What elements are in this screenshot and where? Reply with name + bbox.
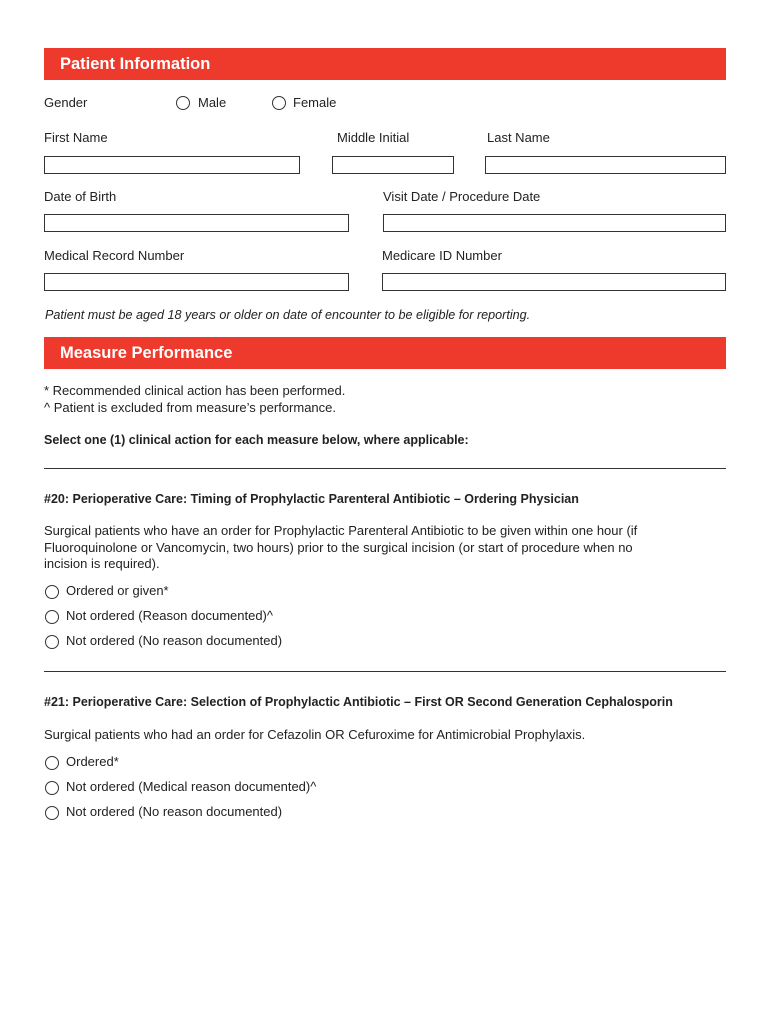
- measure-20-option-ordered-radio[interactable]: [45, 585, 59, 599]
- gender-male-radio[interactable]: [176, 96, 190, 110]
- medicare-id-label: Medicare ID Number: [382, 248, 502, 263]
- measure-21-option-label: Not ordered (Medical reason documented)^: [66, 779, 317, 794]
- measure-20-option-label: Ordered or given*: [66, 583, 169, 598]
- measure-21-option-not-ordered-medical-radio[interactable]: [45, 781, 59, 795]
- patient-information-header: Patient Information: [44, 48, 726, 80]
- medical-record-number-label: Medical Record Number: [44, 248, 185, 263]
- measure-20-description-line: Surgical patients who have an order for Prophylactic Parenteral Antibiotic to be given within one hour (if: [44, 523, 638, 538]
- instruction-text: Select one (1) clinical action for each measure below, where applicable:: [44, 433, 469, 447]
- visit-date-label: Visit Date / Procedure Date: [383, 189, 541, 204]
- gender-male-label: Male: [198, 95, 227, 110]
- date-of-birth-field[interactable]: [44, 214, 349, 232]
- date-of-birth-label: Date of Birth: [44, 189, 117, 204]
- measure-21-title: #21: Perioperative Care: Selection of Prophylactic Antibiotic – First OR Second Generation Cephalosporin: [44, 695, 673, 709]
- measure-20-option-not-ordered-reason-radio[interactable]: [45, 610, 59, 624]
- measure-20-option-label: Not ordered (No reason documented): [66, 633, 283, 648]
- gender-female-label: Female: [293, 95, 337, 110]
- visit-date-field[interactable]: [383, 214, 726, 232]
- measure-21-option-not-ordered-no-reason-radio[interactable]: [45, 806, 59, 820]
- measure-20-option-not-ordered-no-reason-radio[interactable]: [45, 635, 59, 649]
- medical-record-number-field[interactable]: [44, 273, 349, 291]
- measure-20-description-line: incision is required).: [44, 556, 160, 571]
- measure-divider: [44, 671, 726, 672]
- measure-21-description-line: Surgical patients who had an order for Cefazolin OR Cefuroxime for Antimicrobial Prophylaxis.: [44, 727, 586, 742]
- first-name-field[interactable]: [44, 156, 300, 174]
- section-divider: [44, 468, 726, 469]
- measure-20-description-line: Fluoroquinolone or Vancomycin, two hours) prior to the surgical incision (or start of procedure when no: [44, 539, 633, 555]
- measure-20-option-label: Not ordered (Reason documented)^: [66, 608, 273, 623]
- legend-performed: * Recommended clinical action has been performed.: [44, 383, 346, 398]
- last-name-field[interactable]: [485, 156, 726, 174]
- measure-21-option-ordered-radio[interactable]: [45, 756, 59, 770]
- eligibility-note: Patient must be aged 18 years or older on date of encounter to be eligible for reporting.: [45, 308, 531, 322]
- last-name-label: Last Name: [487, 130, 550, 145]
- measure-20-title: #20: Perioperative Care: Timing of Prophylactic Parenteral Antibiotic – Ordering Physician: [44, 492, 579, 506]
- measure-21-option-label: Ordered*: [66, 754, 119, 769]
- legend-excluded: ^ Patient is excluded from measure’s performance.: [44, 400, 336, 415]
- medicare-id-field[interactable]: [382, 273, 726, 291]
- measure-performance-header: Measure Performance: [44, 337, 726, 369]
- first-name-label: First Name: [44, 130, 108, 145]
- middle-initial-label: Middle Initial: [337, 130, 410, 145]
- gender-label: Gender: [44, 95, 88, 110]
- middle-initial-field[interactable]: [332, 156, 454, 174]
- gender-female-radio[interactable]: [272, 96, 286, 110]
- measure-21-option-label: Not ordered (No reason documented): [66, 804, 283, 819]
